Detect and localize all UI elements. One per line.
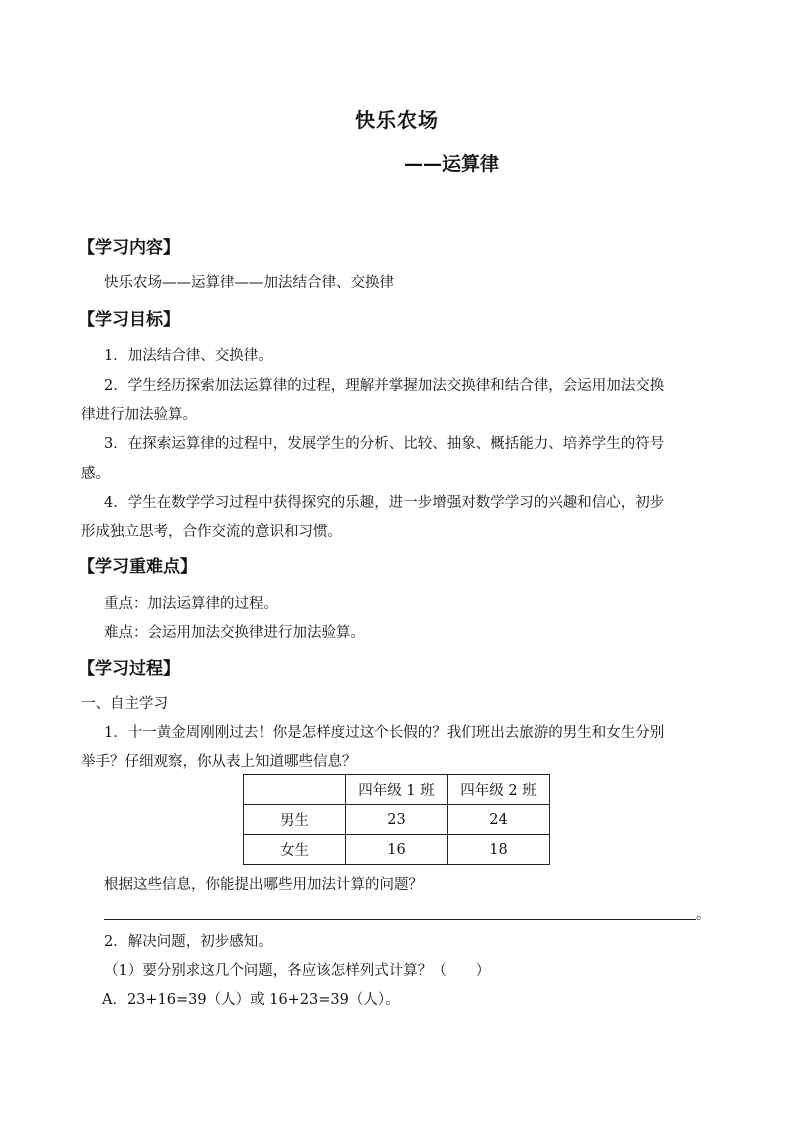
goal-1: 1．加法结合律、交换律。 bbox=[104, 348, 273, 364]
table-header-cell: 四年级 1 班 bbox=[346, 775, 448, 805]
question-1-line-2: 举手？仔细观察，你从表上知道哪些信息？ bbox=[81, 754, 357, 770]
section-process-heading: 【学习过程】 bbox=[78, 659, 180, 679]
table-cell: 男生 bbox=[244, 805, 346, 835]
answer-period: 。 bbox=[696, 907, 711, 923]
goal-3-line-2: 感。 bbox=[81, 466, 110, 482]
goal-4-line-1: 4．学生在数学学习过程中获得探究的乐趣，进一步增强对数学学习的兴趣和信心，初步 bbox=[104, 495, 665, 511]
option-a: A．23+16=39（人）或 16+23=39（人）。 bbox=[102, 992, 400, 1008]
answer-line[interactable] bbox=[104, 919, 696, 920]
students-table bbox=[243, 774, 550, 865]
page-subtitle: ——运算律 bbox=[404, 153, 500, 175]
goal-4-line-2: 形成独立思考，合作交流的意识和习惯。 bbox=[81, 524, 342, 540]
table-cell: 16 bbox=[346, 835, 448, 865]
question-2-sub-1: （1）要分别求这几个问题，各应该怎样列式计算？（ ） bbox=[104, 963, 491, 979]
question-1-prompt: 根据这些信息，你能提出哪些用加法计算的问题？ bbox=[104, 877, 423, 893]
keypoint-important: 重点：加法运算律的过程。 bbox=[104, 596, 278, 612]
question-1-line-1: 1．十一黄金周刚刚过去！你是怎样度过这个长假的？我们班出去旅游的男生和女生分别 bbox=[104, 725, 665, 741]
goal-2-line-2: 律进行加法验算。 bbox=[81, 407, 197, 423]
table-header-row bbox=[244, 775, 550, 805]
question-2: 2．解决问题，初步感知。 bbox=[104, 934, 273, 950]
table-cell: 23 bbox=[346, 805, 448, 835]
section-content-heading: 【学习内容】 bbox=[78, 238, 180, 258]
table-header-cell: 四年级 2 班 bbox=[448, 775, 550, 805]
table-cell: 24 bbox=[448, 805, 550, 835]
table-header-cell bbox=[244, 775, 346, 805]
goal-3-line-1: 3．在探索运算律的过程中，发展学生的分析、比较、抽象、概括能力、培养学生的符号 bbox=[104, 436, 665, 452]
table-row bbox=[244, 835, 550, 865]
page-title: 快乐农场 bbox=[355, 108, 439, 132]
section-goals-heading: 【学习目标】 bbox=[78, 310, 180, 330]
keypoint-difficult: 难点：会运用加法交换律进行加法验算。 bbox=[104, 625, 365, 641]
table-cell: 女生 bbox=[244, 835, 346, 865]
goal-2-line-1: 2．学生经历探索加法运算律的过程，理解并掌握加法交换律和结合律，会运用加法交换 bbox=[104, 378, 665, 394]
table-cell: 18 bbox=[448, 835, 550, 865]
table-row bbox=[244, 805, 550, 835]
section-keypoints-heading: 【学习重难点】 bbox=[78, 557, 197, 577]
content-text: 快乐农场——运算律——加法结合律、交换律 bbox=[104, 275, 394, 291]
part-1-heading: 一、自主学习 bbox=[81, 696, 168, 712]
